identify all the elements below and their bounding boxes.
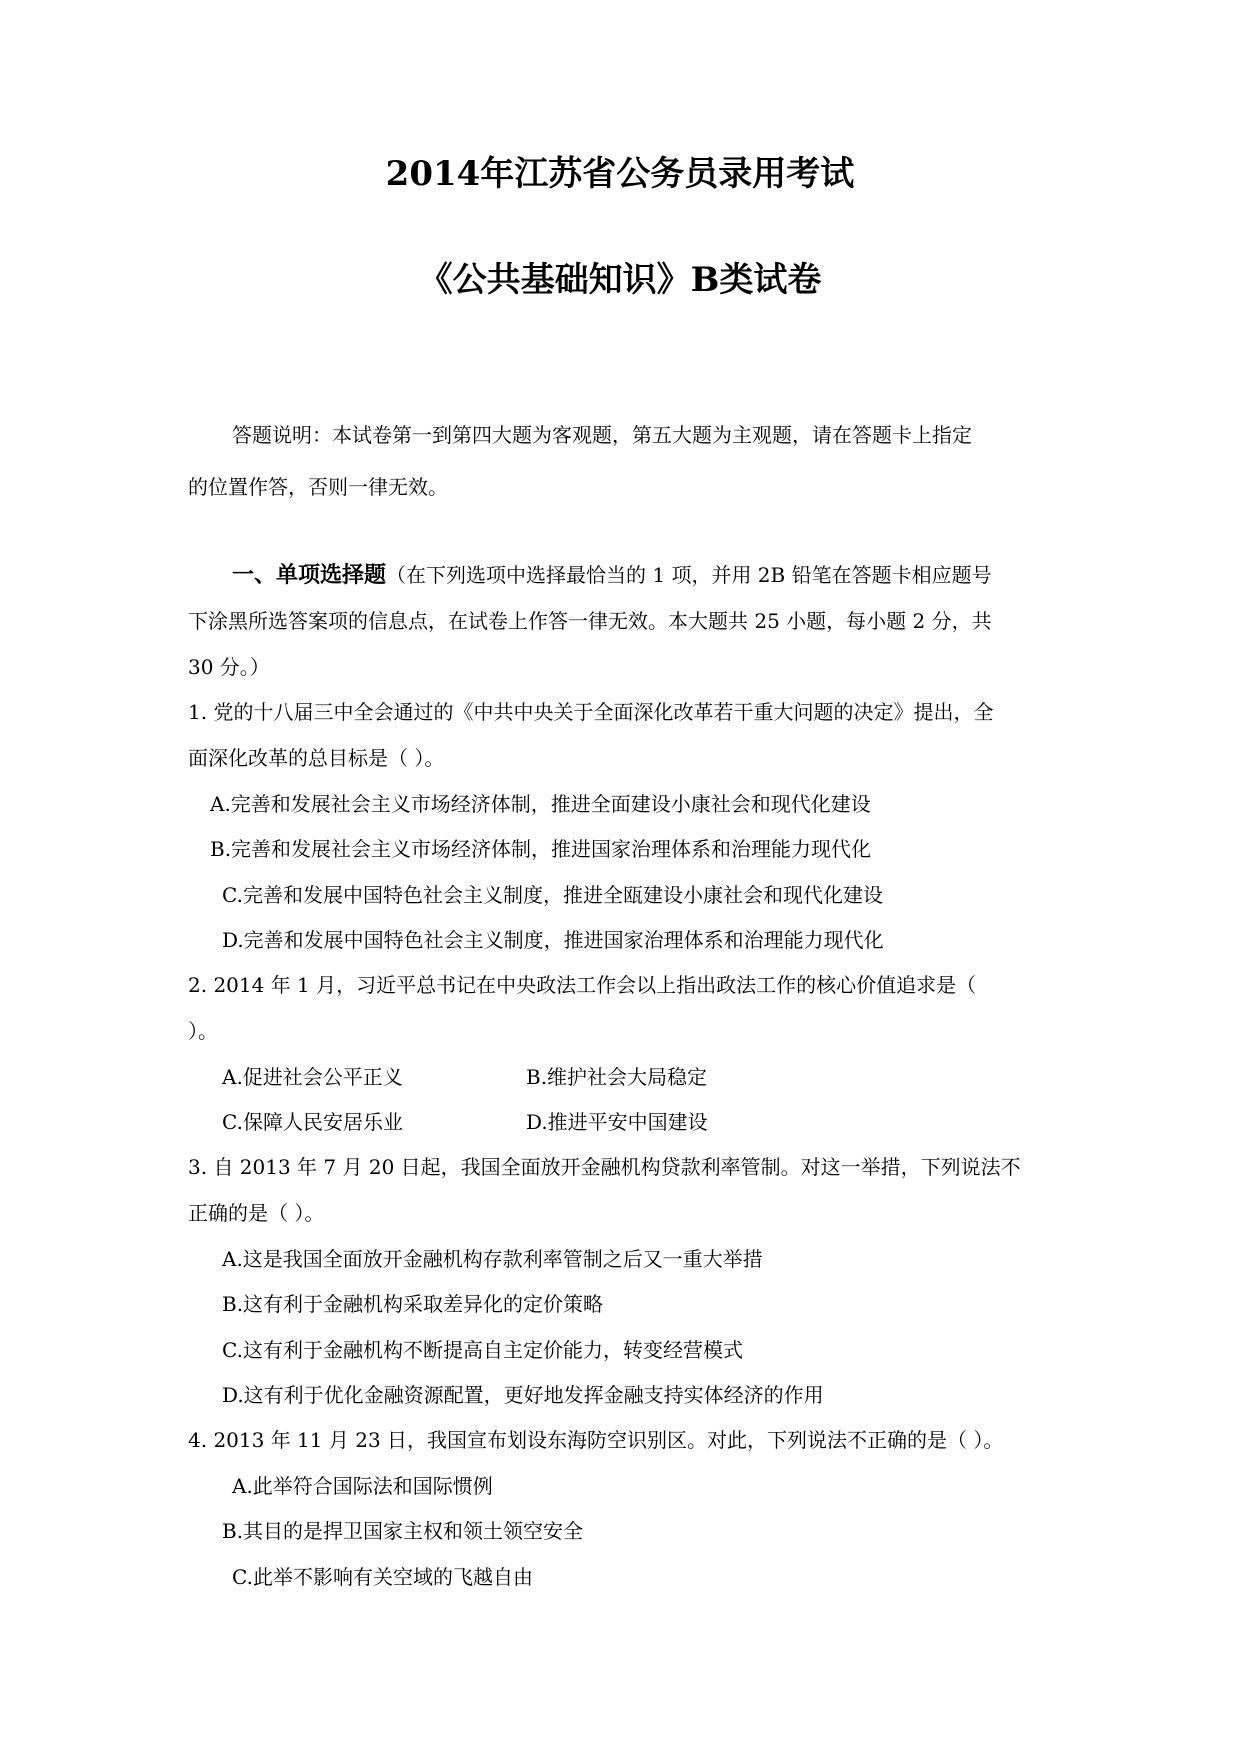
question-1-stem-1: 1. 党的十八届三中全会通过的《中共中央关于全面深化改革若干重大问题的决定》提出，全 [188,700,994,724]
question-1-option-c: C.完善和发展中国特色社会主义制度，推进全瓯建设小康社会和现代化建设 [222,883,883,907]
exam-subtitle: 《公共基础知识》B类试卷 [418,260,822,300]
section-1-heading: 一、单项选择题 [232,562,387,588]
section-1-desc-3: 30 分。） [188,655,270,679]
question-3-option-d: D.这有利于优化金融资源配置，更好地发挥金融支持实体经济的作用 [222,1383,824,1407]
question-4-option-c: C.此举不影响有关空域的飞越自由 [232,1565,533,1589]
question-1-option-d: D.完善和发展中国特色社会主义制度，推进国家治理体系和治理能力现代化 [222,928,884,952]
question-2-option-c: C.保障人民安居乐业 [222,1110,403,1134]
instructions-line-1: 答题说明：本试卷第一到第四大题为客观题，第五大题为主观题，请在答题卡上指定 [232,423,972,447]
question-1-option-a: A.完善和发展社会主义市场经济体制，推进全面建设小康社会和现代化建设 [210,792,871,816]
section-1-desc-2: 下涂黑所选答案项的信息点，在试卷上作答一律无效。本大题共 25 小题，每小题 2 分，共 [188,609,992,633]
question-3-option-b: B.这有利于金融机构采取差异化的定价策略 [222,1292,604,1316]
section-1-desc-1: （在下列选项中选择最恰当的 1 项，并用 2B 铅笔在答题卡相应题号 [386,563,992,587]
question-3-option-c: C.这有利于金融机构不断提高自主定价能力，转变经营模式 [222,1338,743,1362]
instructions-line-2: 的位置作答，否则一律无效。 [188,475,448,499]
question-4-stem-1: 4. 2013 年 11 月 23 日，我国宣布划设东海防空识别区。对此，下列说法不正确的是（ ）。 [188,1428,1004,1452]
question-1-option-b: B.完善和发展社会主义市场经济体制，推进国家治理体系和治理能力现代化 [210,837,872,861]
section-1-intro [232,560,992,590]
question-2-option-d: D.推进平安中国建设 [526,1110,708,1134]
question-3-stem-1: 3. 自 2013 年 7 月 20 日起，我国全面放开金融机构贷款利率管制。对这一举措，下列说法不 [188,1155,1021,1179]
question-4-option-a: A.此举符合国际法和国际惯例 [232,1474,493,1498]
question-1-stem-2: 面深化改革的总目标是（ ）。 [188,746,445,770]
question-3-option-a: A.这是我国全面放开金融机构存款利率管制之后又一重大举措 [222,1247,763,1271]
question-3-stem-2: 正确的是（ ）。 [188,1201,325,1225]
question-2-option-b: B.维护社会大局稳定 [526,1065,708,1089]
question-2-stem-1: 2. 2014 年 1 月，习近平总书记在中央政法工作会以上指出政法工作的核心价值追求是（ [188,973,977,997]
question-4-option-b: B.其目的是捍卫国家主权和领土领空安全 [222,1519,584,1543]
question-2-option-a: A.促进社会公平正义 [222,1065,403,1089]
exam-title: 2014年江苏省公务员录用考试 [385,154,855,194]
question-2-stem-2: ）。 [188,1019,218,1043]
